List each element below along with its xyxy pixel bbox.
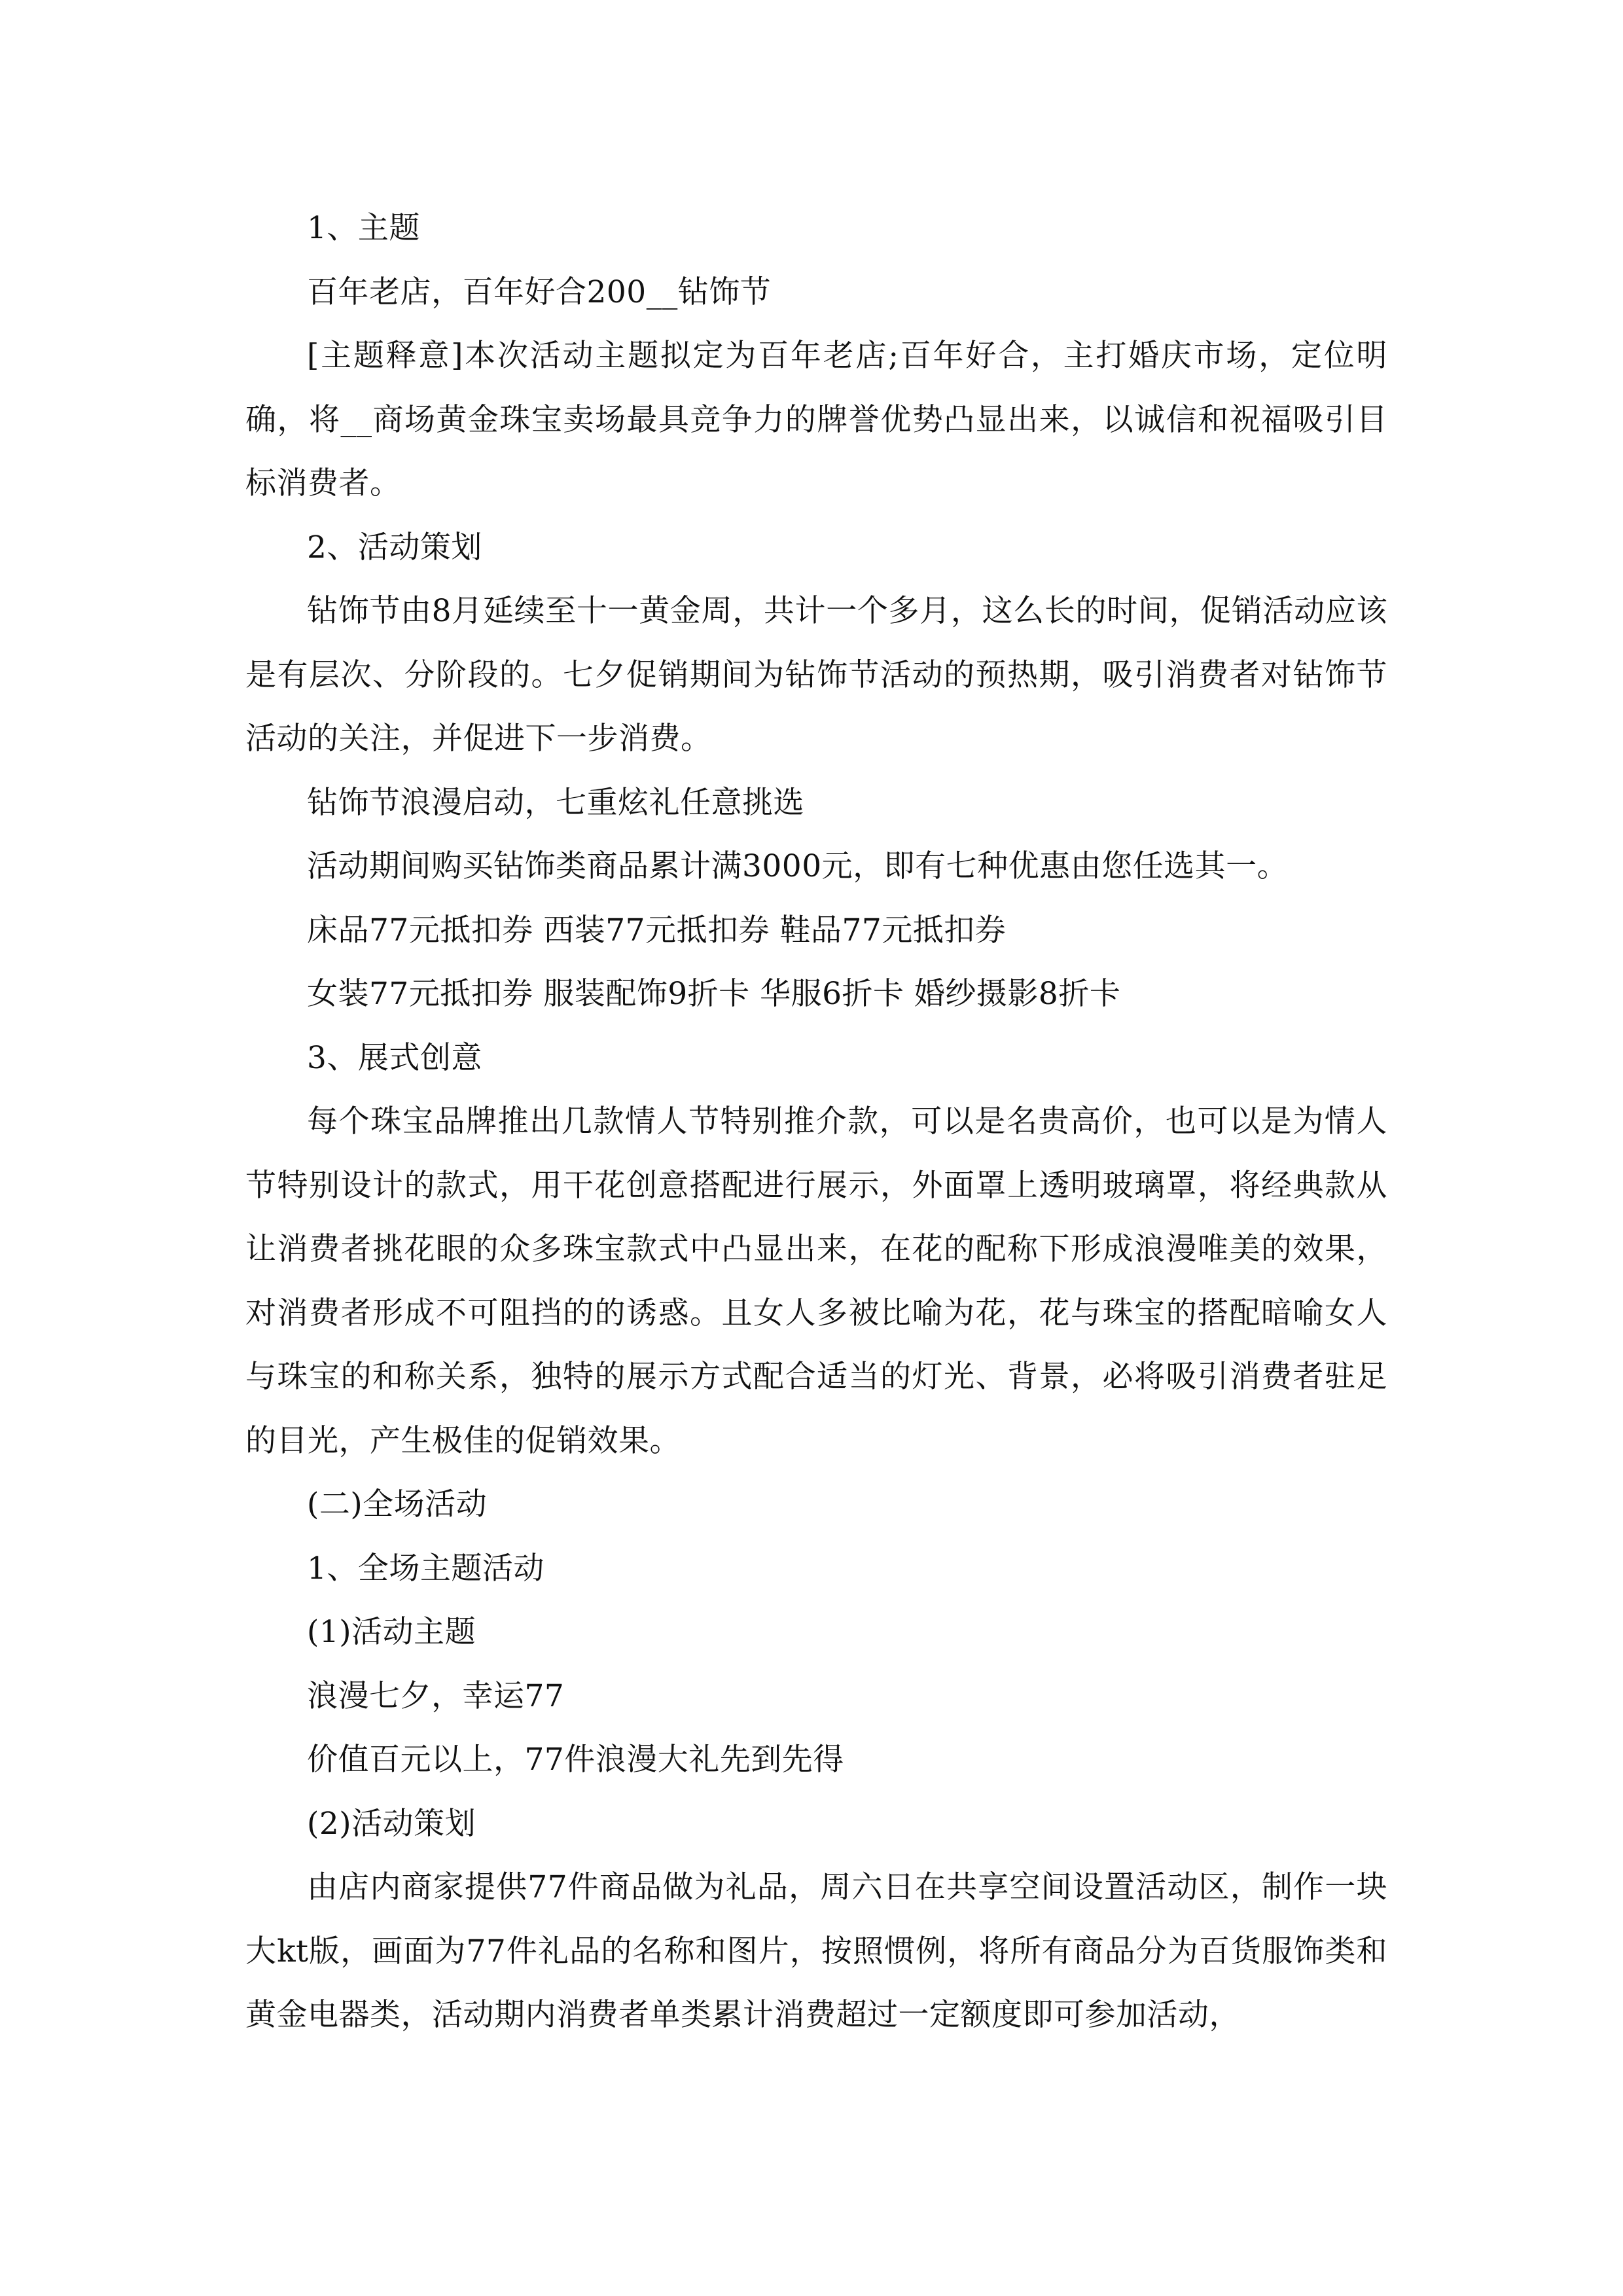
theme-explanation-paragraph: [主题释意]本次活动主题拟定为百年老店;百年好合，主打婚庆市场，定位明确，将__商场黄金珠宝卖场最具竞争力的牌誉优势凸显出来，以诚信和祝福吸引目标消费者。 <box>245 338 1387 501</box>
coupon-line-2: 女装77元抵扣券 服装配饰9折卡 华服6折卡 婚纱摄影8折卡 <box>307 976 1121 1012</box>
section-heading-store-wide: (二)全场活动 <box>307 1486 488 1522</box>
section-heading-theme: 1、主题 <box>307 210 420 246</box>
offer-paragraph: 活动期间购买钻饰类商品累计满3000元，即有七种优惠由您任选其一。 <box>307 848 1289 884</box>
display-idea-paragraph: 每个珠宝品牌推出几款情人节特别推介款，可以是名贵高价，也可以是为情人节特别设计的款式，用干花创意搭配进行展示，外面罩上透明玻璃罩，将经典款从让消费者挑花眼的众多珠宝款式中凸显出来，在花的配称下形成浪漫唯美的效果，对消费者形成不可阻挡的的诱惑。且女人多被比喻为花，花与珠宝的搭配暗喻女人与珠宝的和称关系，独特的展示方式配合适当的灯光、背景，必将吸引消费者驻足的目光，产生极佳的促销效果。 <box>245 1103 1387 1459</box>
launch-slogan: 钻饰节浪漫启动，七重炫礼任意挑选 <box>307 784 804 821</box>
section-heading-planning: 2、活动策划 <box>307 529 482 565</box>
subheading-activity-planning: (2)活动策划 <box>307 1805 476 1842</box>
activity-theme-tagline: 价值百元以上，77件浪漫大礼先到先得 <box>307 1742 844 1778</box>
activity-theme-title: 浪漫七夕，幸运77 <box>307 1677 565 1714</box>
subheading-store-wide-theme: 1、全场主题活动 <box>307 1550 544 1587</box>
theme-title: 百年老店，百年好合200__钻饰节 <box>307 274 772 310</box>
activity-planning-paragraph: 由店内商家提供77件商品做为礼品，周六日在共享空间设置活动区，制作一块大kt版，画面为77件礼品的名称和图片，按照惯例，将所有商品分为百货服饰类和黄金电器类，活动期内消费者单类累计消费超过一定额度即可参加活动， <box>245 1869 1387 2033</box>
section-heading-display: 3、展式创意 <box>307 1039 482 1076</box>
subheading-activity-theme: (1)活动主题 <box>307 1614 476 1650</box>
document-body <box>245 196 1387 2047</box>
planning-paragraph: 钻饰节由8月延续至十一黄金周，共计一个多月，这么长的时间，促销活动应该是有层次、分阶段的。七夕促销期间为钻饰节活动的预热期，吸引消费者对钻饰节活动的关注，并促进下一步消费。 <box>245 593 1387 757</box>
coupon-line-1: 床品77元抵扣券 西装77元抵扣券 鞋品77元抵扣券 <box>307 912 1007 948</box>
